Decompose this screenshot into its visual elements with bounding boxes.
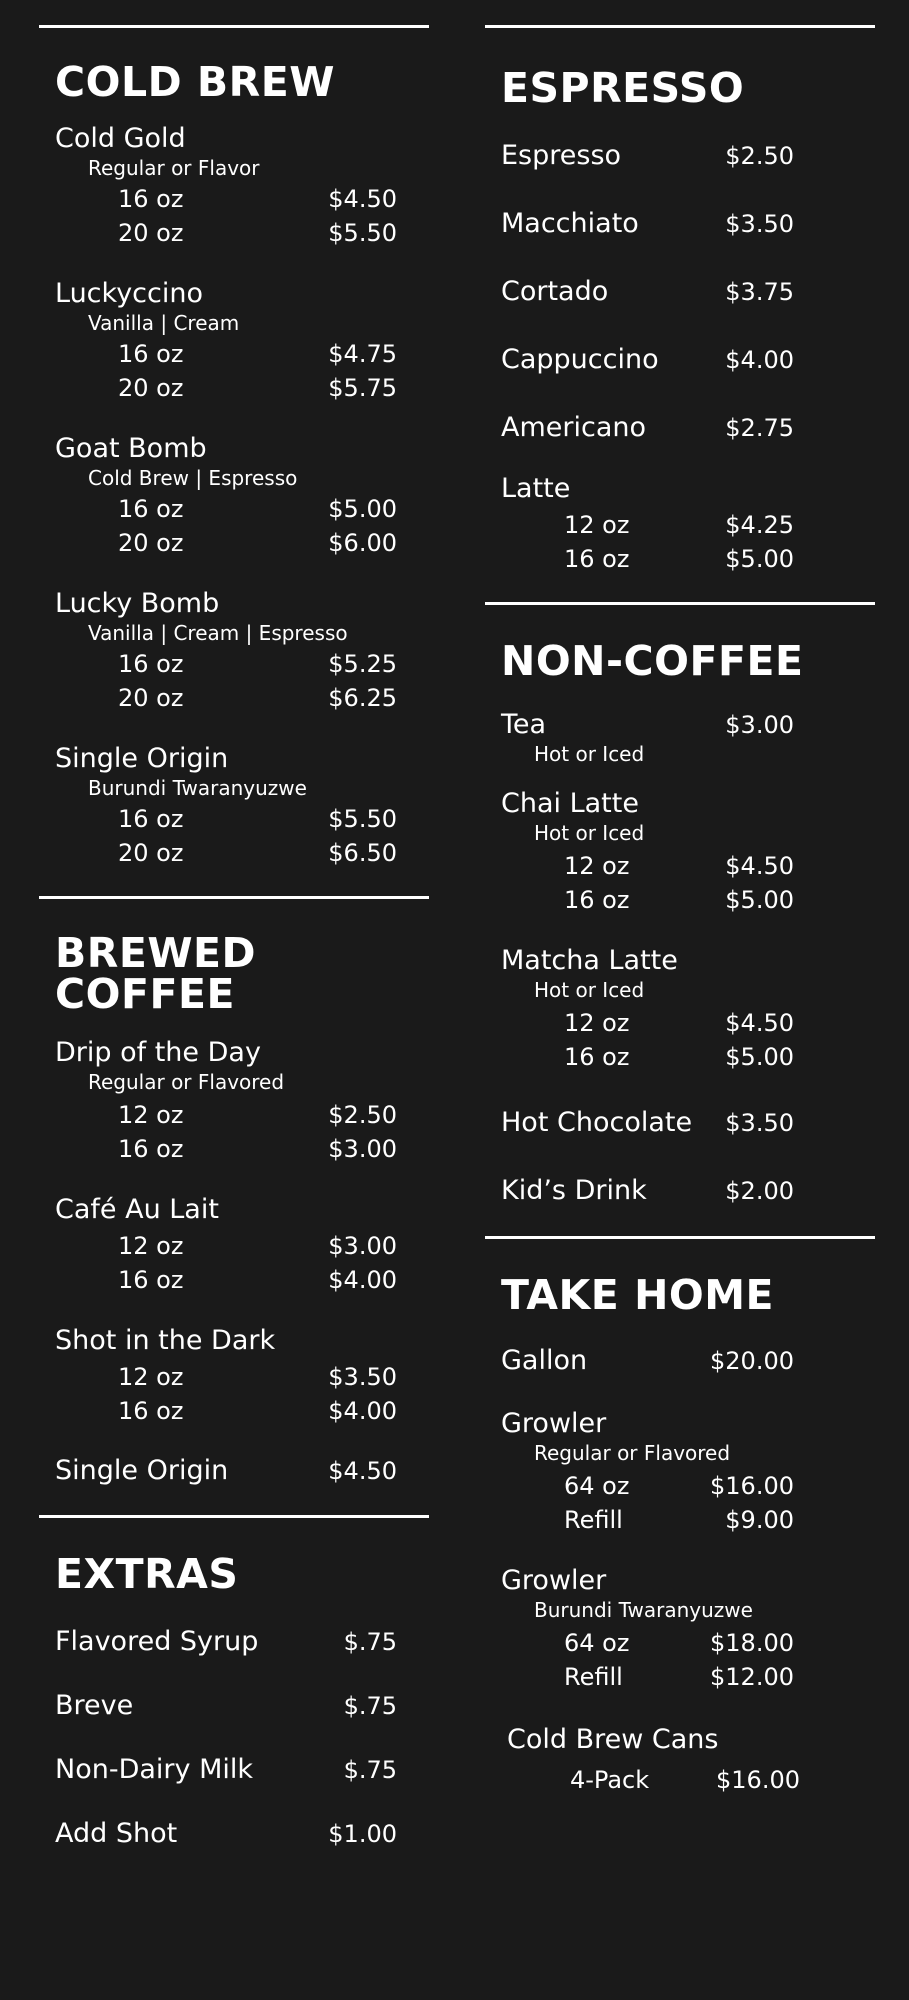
cold-brew-section: [39, 25, 429, 870]
menu-item: [485, 475, 875, 576]
size-label: 12 oz: [118, 1232, 184, 1260]
menu-item: [39, 1689, 429, 1723]
price: $2.50: [328, 1101, 397, 1129]
section-title: BREWED COFFEE: [55, 929, 257, 1018]
price: $1.00: [328, 1820, 397, 1848]
menu-item: [39, 1039, 429, 1166]
right-column: [485, 0, 875, 1797]
item-description: Vanilla | Cream | Espresso: [88, 621, 348, 645]
item-header: [485, 708, 875, 742]
size-label: 12 oz: [564, 511, 630, 539]
item-name: Kid’s Drink: [501, 1175, 647, 1206]
price: $4.50: [328, 1457, 397, 1485]
menu-item: [485, 343, 875, 377]
item-name: Growler: [501, 1565, 607, 1596]
item-name: Breve: [55, 1690, 134, 1721]
size-row: [39, 216, 429, 250]
price: $5.00: [725, 886, 794, 914]
price: $9.00: [725, 1506, 794, 1534]
size-label: Refill: [564, 1506, 623, 1534]
size-row: [485, 883, 875, 917]
size-row: [485, 1469, 875, 1503]
item-name: Cappuccino: [501, 344, 659, 375]
brewed-coffee-section: [39, 896, 429, 1488]
item-name: Goat Bomb: [55, 433, 207, 464]
section-divider: [485, 1236, 875, 1239]
price: $4.00: [725, 346, 794, 374]
espresso-section: [485, 25, 875, 576]
size-label: 4-Pack: [570, 1766, 650, 1794]
section-title: TAKE HOME: [501, 1271, 775, 1319]
menu-item: [39, 1753, 429, 1787]
menu-item: [39, 280, 429, 405]
section-divider: [485, 602, 875, 605]
price: $4.00: [328, 1397, 397, 1425]
item-name: Chai Latte: [501, 788, 639, 819]
size-label: 16 oz: [118, 1135, 184, 1163]
item-name: Lucky Bomb: [55, 588, 220, 619]
menu-item: [39, 435, 429, 560]
item-name: Café Au Lait: [55, 1194, 219, 1225]
price: $3.75: [725, 278, 794, 306]
item-description: Burundi Twaranyuzwe: [534, 1598, 753, 1622]
menu-item: [39, 125, 429, 250]
size-row: [485, 1660, 875, 1694]
section-divider: [39, 25, 429, 28]
left-column: [39, 0, 429, 1851]
section-title: ESPRESSO: [501, 64, 745, 112]
menu-item: [485, 1567, 875, 1694]
take-home-section: [485, 1236, 875, 1797]
price: $3.50: [328, 1363, 397, 1391]
size-row: [485, 1040, 875, 1074]
menu-item: [39, 745, 429, 870]
menu-item: [39, 1625, 429, 1659]
price: $5.50: [328, 805, 397, 833]
price: $2.50: [725, 142, 794, 170]
menu-item: [39, 1817, 429, 1851]
section-divider: [39, 1515, 429, 1518]
size-row: [39, 1098, 429, 1132]
size-row: [485, 1626, 875, 1660]
size-label: 20 oz: [118, 839, 184, 867]
menu-item: [485, 1344, 875, 1378]
price: $3.50: [725, 210, 794, 238]
size-row: [39, 647, 429, 681]
item-name: Gallon: [501, 1345, 588, 1376]
size-row: [39, 1132, 429, 1166]
item-name: Growler: [501, 1408, 607, 1439]
item-name: Flavored Syrup: [55, 1626, 259, 1657]
size-row: [485, 508, 875, 542]
size-label: 12 oz: [564, 852, 630, 880]
price: $6.25: [328, 684, 397, 712]
item-name: Cortado: [501, 276, 609, 307]
item-name: Matcha Latte: [501, 945, 678, 976]
size-row: [39, 802, 429, 836]
size-row: [39, 337, 429, 371]
menu-item: [485, 1106, 875, 1140]
menu-item: [485, 411, 875, 445]
size-label: 16 oz: [118, 495, 184, 523]
size-row: [39, 526, 429, 560]
price: $2.75: [725, 414, 794, 442]
menu-item: [39, 1196, 429, 1297]
size-label: 16 oz: [118, 805, 184, 833]
item-name: Cold Brew Cans: [507, 1724, 719, 1755]
size-row: [39, 836, 429, 870]
price: $16.00: [716, 1766, 800, 1794]
size-row: [39, 371, 429, 405]
size-row: [39, 492, 429, 526]
size-row: [485, 542, 875, 576]
price: $4.50: [328, 185, 397, 213]
size-label: 16 oz: [564, 1043, 630, 1071]
price: $2.00: [725, 1177, 794, 1205]
item-name: Hot Chocolate: [501, 1107, 693, 1138]
item-description: Burundi Twaranyuzwe: [88, 776, 307, 800]
price: $.75: [343, 1692, 397, 1720]
item-name: Luckyccino: [55, 278, 203, 309]
price: $3.50: [725, 1109, 794, 1137]
size-label: 20 oz: [118, 219, 184, 247]
item-name: Tea: [501, 709, 547, 740]
size-label: 64 oz: [564, 1629, 630, 1657]
item-description: Hot or Iced: [534, 742, 645, 766]
menu-item: [485, 1410, 875, 1537]
price: $6.50: [328, 839, 397, 867]
size-row: [39, 681, 429, 715]
price: $12.00: [710, 1663, 794, 1691]
section-title: EXTRAS: [55, 1550, 239, 1598]
section-divider: [39, 896, 429, 899]
item-name: Americano: [501, 412, 647, 443]
price: $4.50: [725, 1009, 794, 1037]
size-row: [485, 849, 875, 883]
section-title: NON-COFFEE: [501, 637, 804, 685]
section-divider: [485, 25, 875, 28]
price: $3.00: [328, 1232, 397, 1260]
price: $5.50: [328, 219, 397, 247]
price: $16.00: [710, 1472, 794, 1500]
menu-item: [39, 1454, 429, 1488]
size-row: [485, 1763, 875, 1797]
size-label: 16 oz: [118, 1397, 184, 1425]
size-label: 16 oz: [118, 185, 184, 213]
size-label: 16 oz: [118, 340, 184, 368]
size-row: [39, 1394, 429, 1428]
item-description: Cold Brew | Espresso: [88, 466, 298, 490]
menu-item: [485, 139, 875, 173]
item-description: Vanilla | Cream: [88, 311, 240, 335]
item-description: Regular or Flavor: [88, 156, 260, 180]
size-label: 20 oz: [118, 684, 184, 712]
price: $5.25: [328, 650, 397, 678]
price: $.75: [343, 1756, 397, 1784]
price: $4.75: [328, 340, 397, 368]
size-label: 64 oz: [564, 1472, 630, 1500]
menu-item: [485, 275, 875, 309]
item-name: Add Shot: [55, 1818, 178, 1849]
price: $5.00: [328, 495, 397, 523]
price: $5.00: [725, 1043, 794, 1071]
price: $.75: [343, 1628, 397, 1656]
price: $18.00: [710, 1629, 794, 1657]
size-label: 12 oz: [564, 1009, 630, 1037]
size-label: 20 oz: [118, 374, 184, 402]
menu-item: [485, 1726, 875, 1797]
price: $5.75: [328, 374, 397, 402]
size-label: 16 oz: [118, 1266, 184, 1294]
item-description: Hot or Iced: [534, 821, 645, 845]
price: $5.00: [725, 545, 794, 573]
non-coffee-section: [485, 602, 875, 1208]
item-description: Regular or Flavored: [88, 1070, 285, 1094]
item-name: Macchiato: [501, 208, 639, 239]
menu-item: [485, 1174, 875, 1208]
menu-item: [485, 207, 875, 241]
menu-item: [485, 708, 875, 764]
price: $4.50: [725, 852, 794, 880]
price: $6.00: [328, 529, 397, 557]
price: $3.00: [328, 1135, 397, 1163]
size-label: 16 oz: [564, 545, 630, 573]
size-label: 16 oz: [564, 886, 630, 914]
price: $4.25: [725, 511, 794, 539]
menu-item: [39, 1327, 429, 1428]
item-name: Non-Dairy Milk: [55, 1754, 254, 1785]
size-row: [39, 182, 429, 216]
menu-item: [485, 790, 875, 917]
size-label: 12 oz: [118, 1363, 184, 1391]
price: $3.00: [725, 711, 794, 739]
price: $20.00: [710, 1347, 794, 1375]
menu-item: [485, 947, 875, 1074]
item-name: Latte: [501, 473, 571, 504]
item-name: Cold Gold: [55, 123, 186, 154]
size-row: [39, 1263, 429, 1297]
item-description: Regular or Flavored: [534, 1441, 731, 1465]
size-label: Refill: [564, 1663, 623, 1691]
item-description: Hot or Iced: [534, 978, 645, 1002]
price: $4.00: [328, 1266, 397, 1294]
size-row: [39, 1229, 429, 1263]
size-row: [39, 1360, 429, 1394]
item-name: Drip of the Day: [55, 1037, 261, 1068]
size-label: 20 oz: [118, 529, 184, 557]
item-name: Shot in the Dark: [55, 1325, 276, 1356]
size-label: 12 oz: [118, 1101, 184, 1129]
size-row: [485, 1006, 875, 1040]
size-row: [485, 1503, 875, 1537]
menu-item: [39, 590, 429, 715]
section-title: COLD BREW: [55, 58, 335, 106]
item-name: Single Origin: [55, 743, 229, 774]
extras-section: [39, 1515, 429, 1851]
item-name: Single Origin: [55, 1455, 229, 1486]
size-label: 16 oz: [118, 650, 184, 678]
item-name: Espresso: [501, 140, 622, 171]
